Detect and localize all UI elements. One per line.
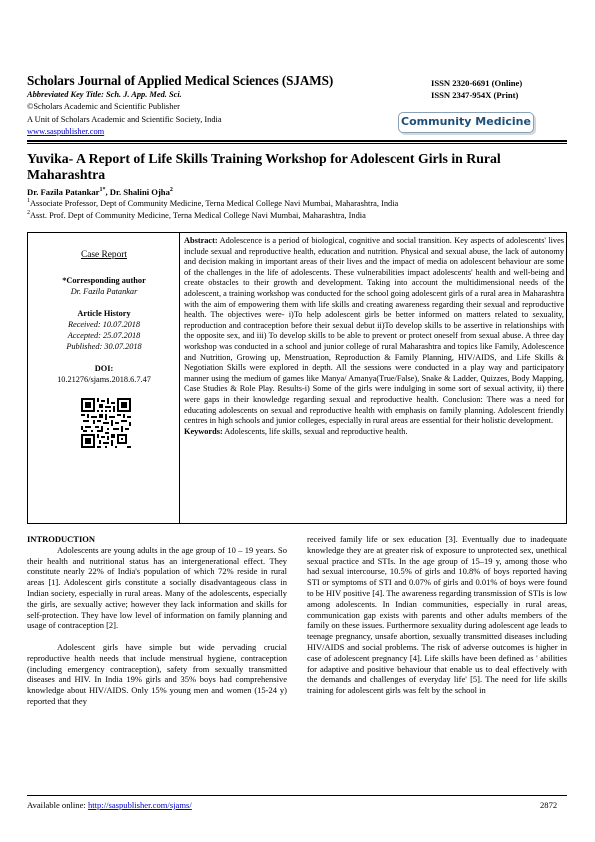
body-column-left [27, 534, 287, 707]
article-title: Yuvika- A Report of Life Skills Training Workshop for Adolescent Girls in Rural Maharashtra [27, 151, 501, 182]
body-column-right [307, 534, 567, 696]
issn-print: ISSN 2347-954X (Print) [431, 90, 519, 100]
doi-label: DOI: [94, 364, 114, 373]
intro-paragraph-3: received family life or sex education [3]. Eventually due to inadequate knowledge they are at greater risk of exposure to unprotected sex, unethical sexual practice and STIs. In the age group of 15–19 y, among those who had sexual intercourse, 10.5% of girls and 10.8% of boys reported having STI or symptoms of STI and 0.07% of girls and 0.01% of boys were found to be HIV positive [4]. The awareness regarding transmission of STIs is low among adolescents. In Indian communities, especially in rural areas, communication gap exists with parents and other adults members of the family on these issues. Furthermore sexuality during adolescent age leads to teenage pregnancy, unsafe abortion, sexually transmitted diseases including HIV/AIDS and social problems. The risk of adverse outcomes is higher in case of adolescent pregnancy [4]. Life skills have been defined as ' abilities for adaptive and positive behaviour that enable us to deal effectively with the demands and challenges of everyday life' [5]. The need for life skills training for adolescent girls was felt by the school in [307, 534, 567, 696]
abstract-label: Abstract: [184, 236, 218, 245]
unit-line: A Unit of Scholars Academic and Scientific Society, India [27, 115, 222, 124]
footer-available-label: Available online: [27, 800, 88, 810]
affiliation-2-sup: 2 [27, 210, 30, 217]
article-history-label: Article History [77, 309, 131, 318]
footer-url-link[interactable]: http://saspublisher.com/sjams/ [87, 800, 192, 810]
keywords-label: Keywords: [184, 426, 223, 436]
abbreviated-key-title: Abbreviated Key Title: Sch. J. App. Med. Sci. [27, 90, 182, 99]
abstract-paragraph [184, 236, 564, 427]
intro-paragraph-1: Adolescents are young adults in the age group of 10 – 19 years. So their health and nutritional status has an intergenerational effect. They constitute nearly 22% of India's population of which 72% reside in rural areas [1]. Adolescent girls constitute a socially disadvantageous class in Indian society, especially in rural areas. Many of the adolescents, especially the girls, are sexually active; however they lack information and skills for self-protection. They have low level of information on family planning and usage of contraception [2]. [27, 544, 287, 631]
author-2-sup: 2 [169, 187, 173, 194]
header-rule-thin [27, 143, 567, 144]
received-date: Received: 10.07.2018 [67, 320, 141, 329]
keywords-text: Adolescents, life skills, sexual and reproductive health. [222, 426, 408, 436]
footer-availability [27, 800, 192, 810]
abstract-block [184, 236, 564, 437]
author-separator: , [105, 187, 110, 197]
article-info-box [27, 232, 567, 524]
issn-online: ISSN 2320-6691 (Online) [431, 78, 523, 88]
affiliation-2 [27, 211, 366, 220]
affiliation-1-sup: 1 [27, 198, 30, 205]
website-link[interactable]: www.saspublisher.com [27, 127, 105, 136]
affiliation-1 [27, 199, 398, 208]
author-1-sup: 1* [99, 187, 106, 194]
footer-rule [27, 795, 567, 796]
affiliation-1-text: Associate Professor, Dept of Community Medicine, Terna Medical College Navi Mumbai, Maharashtra, India [30, 199, 399, 208]
corresponding-author-name: Dr. Fazila Patankar [70, 287, 138, 296]
affiliation-2-text: Asst. Prof. Dept of Community Medicine, Terna Medical College Navi Mumbai, Maharashtra, India [30, 211, 366, 220]
corresponding-author-label: *Corresponding author [62, 276, 146, 285]
intro-paragraph-2: Adolescent girls have simple but wide pervading crucial reproductive health needs that include menstrual hygiene, contraception (including emergency contraception), safety from sexually transmitted diseases and HIV. In India 19% girls and 35% boys had comprehensive knowledge about HIV/AIDS. Only 15% young men and women (15-24 y) reported that they [27, 641, 287, 706]
header-rule [27, 140, 567, 142]
introduction-heading: INTRODUCTION [27, 534, 96, 544]
qr-code [81, 398, 131, 448]
page-number: 2872 [540, 800, 558, 810]
journal-title: Scholars Journal of Applied Medical Sciences (SJAMS) [27, 73, 334, 88]
abstract-text: Adolescence is a period of biological, cognitive and social transition. Key aspects of adolescents' lives include sexual and reproductive health, education and nutrition. Physical and sexual abuse, the lack of autonomy and decision making in important areas of their lives and the impact of media on adolescent behaviour are some of the challenges in the life of adolescents. These vulnerabilities impact adolescents' health and well-being and create obstacles to their growth and development. Taking into account the multidimensional needs of the adolescent, a training workshop was conducted for the school going adolescent girls of a rural area in Maharashtra with the aim of empowering them with life skills and creating awareness regarding their sexual and reproductive health. The objectives were- i)To help adolescent girls be better informed on matters related to sexuality, reproduction and contraception before their sexual debut ii)To develop skills to be assertive in relationships with the opposite sex, and iii) To develop skills to be able to prevent or protect oneself from sexual abuse. A three day workshop was conducted in a school and junior college of rural Maharashtra and topics like Family, Adolescence and Nutrition, Growing up, Menstruation, Reproduction & Family Planning, HIV/AIDS, and Life Skills & Negotiation Skills were explored in depth. All the sessions were conducted in a play way and participatory manner using the medium of games like Manya/ Amanya(True/False), Snake & Ladder, Quizzes, Body Mapping, Case Studies & Role Play. Results-i) Some of the girls were indulging in some sort of sexual activity, ii) there were gaps in their knowledge regarding sexual and reproductive health. Conclusion: There was a need for educating adolescents on sexual and reproductive health with emphasis on family planning. Adolescent friendly centres in high schools and junior colleges, especially in rural areas are essential for their holistic development. [184, 236, 564, 426]
author-line [27, 187, 173, 197]
published-date: Published: 30.07.2018 [66, 342, 142, 351]
article-sidebar [28, 233, 180, 523]
accepted-date: Accepted: 25.07.2018 [67, 331, 141, 340]
keywords-paragraph [184, 427, 564, 438]
publisher-line: ©Scholars Academic and Scientific Publisher [27, 102, 180, 111]
section-badge: Community Medicine [398, 112, 534, 133]
doi-value[interactable]: 10.21276/sjams.2018.6.7.47 [57, 375, 151, 384]
article-type: Case Report [80, 250, 128, 260]
author-2: Dr. Shalini Ojha [109, 187, 170, 197]
author-1: Dr. Fazila Patankar [27, 187, 100, 197]
